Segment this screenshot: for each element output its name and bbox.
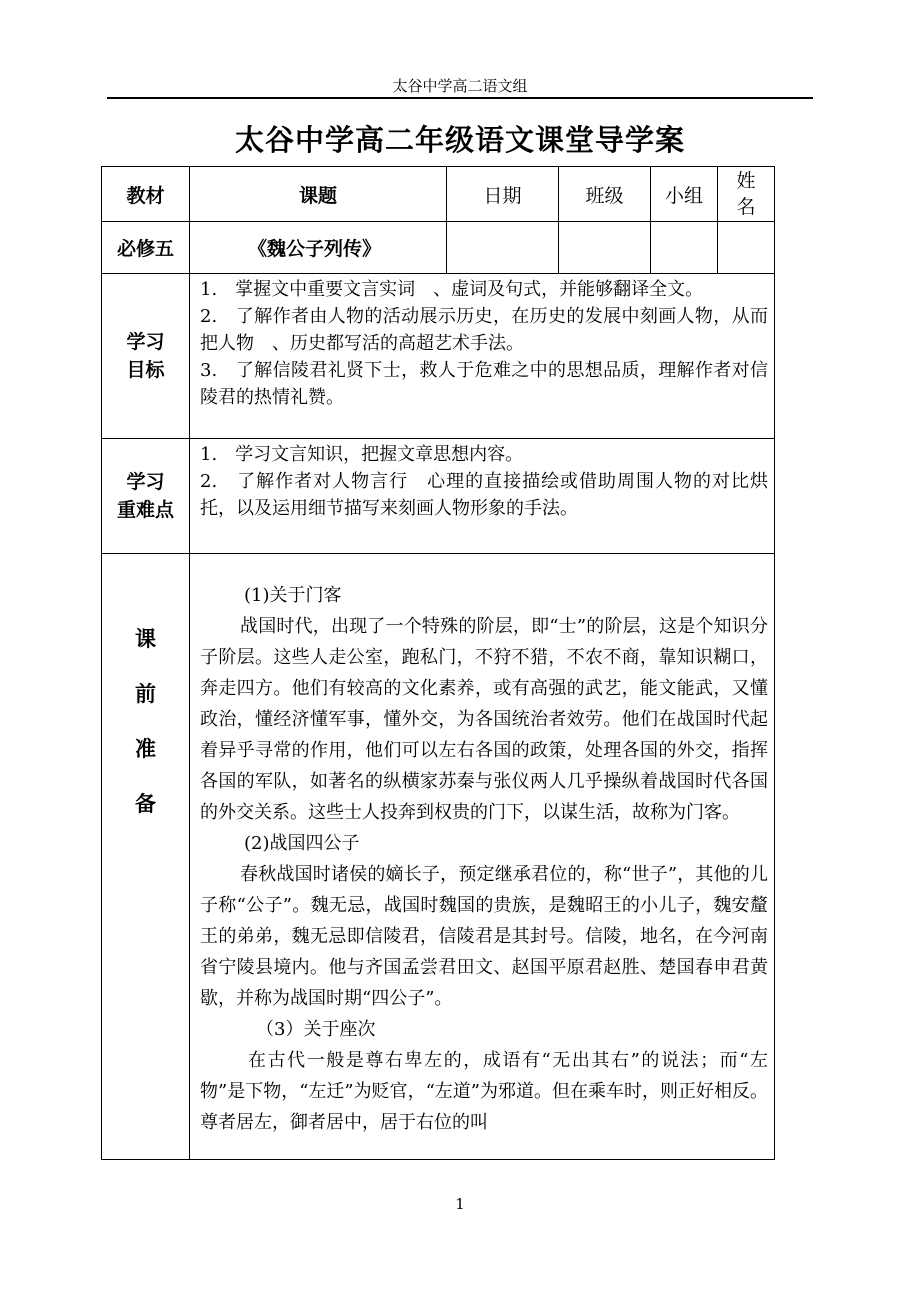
objective-item: 2. 了解作者由人物的活动展示历史，在历史的发展中刻画人物，从而把人物 、历史都写活的高超艺术手法。 — [200, 306, 768, 354]
info-row — [102, 222, 775, 274]
header-topic: 课题 — [190, 167, 447, 222]
keypoints-content — [190, 439, 775, 554]
keypoints-label-line2: 重难点 — [116, 499, 174, 521]
header-row — [102, 167, 775, 222]
header-rule — [107, 97, 813, 99]
keypoints-label — [102, 439, 190, 554]
section-title-four-lords: (2)战国四公子 — [244, 833, 360, 854]
info-topic: 《魏公子列传》 — [190, 222, 447, 274]
header-class: 班级 — [559, 167, 651, 222]
lesson-table — [101, 166, 775, 1160]
header-org: 太谷中学高二语文组 — [392, 77, 528, 95]
keypoints-row — [102, 439, 775, 554]
header-date: 日期 — [447, 167, 559, 222]
preparation-label-char: 备 — [135, 792, 156, 816]
section-title-seating: （3）关于座次 — [256, 1019, 376, 1040]
preparation-content — [190, 554, 775, 1160]
page-number: 1 — [455, 1195, 465, 1213]
objectives-label — [102, 274, 190, 439]
info-date[interactable] — [447, 222, 559, 274]
preparation-label-char: 准 — [135, 737, 156, 761]
objective-item: 3. 了解信陵君礼贤下士，救人于危难之中的思想品质，理解作者对信陵君的热情礼赞。 — [200, 360, 768, 408]
objectives-content — [190, 274, 775, 439]
info-name[interactable] — [718, 222, 775, 274]
keypoint-item: 1. 学习文言知识，把握文章思想内容。 — [200, 444, 524, 465]
keypoints-label-line1: 学习 — [126, 471, 165, 493]
header-name: 姓名 — [718, 167, 775, 222]
objectives-label-line2: 目标 — [126, 359, 165, 381]
header-group: 小组 — [651, 167, 718, 222]
page-title: 太谷中学高二年级语文课堂导学案 — [234, 123, 685, 157]
objectives-label-line1: 学习 — [126, 331, 165, 353]
info-class[interactable] — [559, 222, 651, 274]
header-textbook: 教材 — [102, 167, 190, 222]
info-group[interactable] — [651, 222, 718, 274]
section-title-door-guests: (1)关于门客 — [244, 585, 342, 606]
preparation-label-char: 课 — [135, 627, 156, 651]
objectives-row — [102, 274, 775, 439]
objective-item: 1. 掌握文中重要文言实词 、虚词及句式，并能够翻译全文。 — [200, 279, 704, 300]
info-textbook: 必修五 — [102, 222, 190, 274]
section-text-door-guests: 战国时代，出现了一个特殊的阶层，即“士”的阶层，这是个知识分子阶层。这些人走公室，跑私门，不狩不猎，不农不商，靠知识糊口，奔走四方。他们有较高的文化素养，或有高强的武艺，能文能武，又懂政治，懂经济懂军事，懂外交，为各国统治者效劳。他们在战国时代起着异乎寻常的作用，他们可以左右各国的政策，处理各国的外交，指挥各国的军队，如著名的纵横家苏秦与张仪两人几乎操纵着战国时代各国的外交关系。这些士人投奔到权贵的门下，以谋生活，故称为门客。 — [200, 616, 768, 823]
section-text-seating: 在古代一般是尊右卑左的，成语有“无出其右”的说法；而“左物”是下物，“左迁”为贬官，“左道”为邪道。但在乘车时，则正好相反。尊者居左，御者居中，居于右位的叫 — [200, 1050, 769, 1133]
keypoint-item: 2. 了解作者对人物言行 心理的直接描绘或借助周围人物的对比烘托，以及运用细节描写来刻画人物形象的手法。 — [200, 471, 768, 519]
preparation-label-char: 前 — [135, 682, 156, 706]
section-text-four-lords: 春秋战国时诸侯的嫡长子，预定继承君位的，称“世子”，其他的儿子称“公子”。魏无忌，战国时魏国的贵族，是魏昭王的小儿子，魏安釐王的弟弟，魏无忌即信陵君，信陵君是其封号。信陵，地名，在今河南省宁陵县境内。他与齐国孟尝君田文、赵国平原君赵胜、楚国春申君黄歇，并称为战国时期“四公子”。 — [200, 864, 768, 1009]
preparation-row — [102, 554, 775, 1160]
preparation-label — [102, 554, 190, 1160]
